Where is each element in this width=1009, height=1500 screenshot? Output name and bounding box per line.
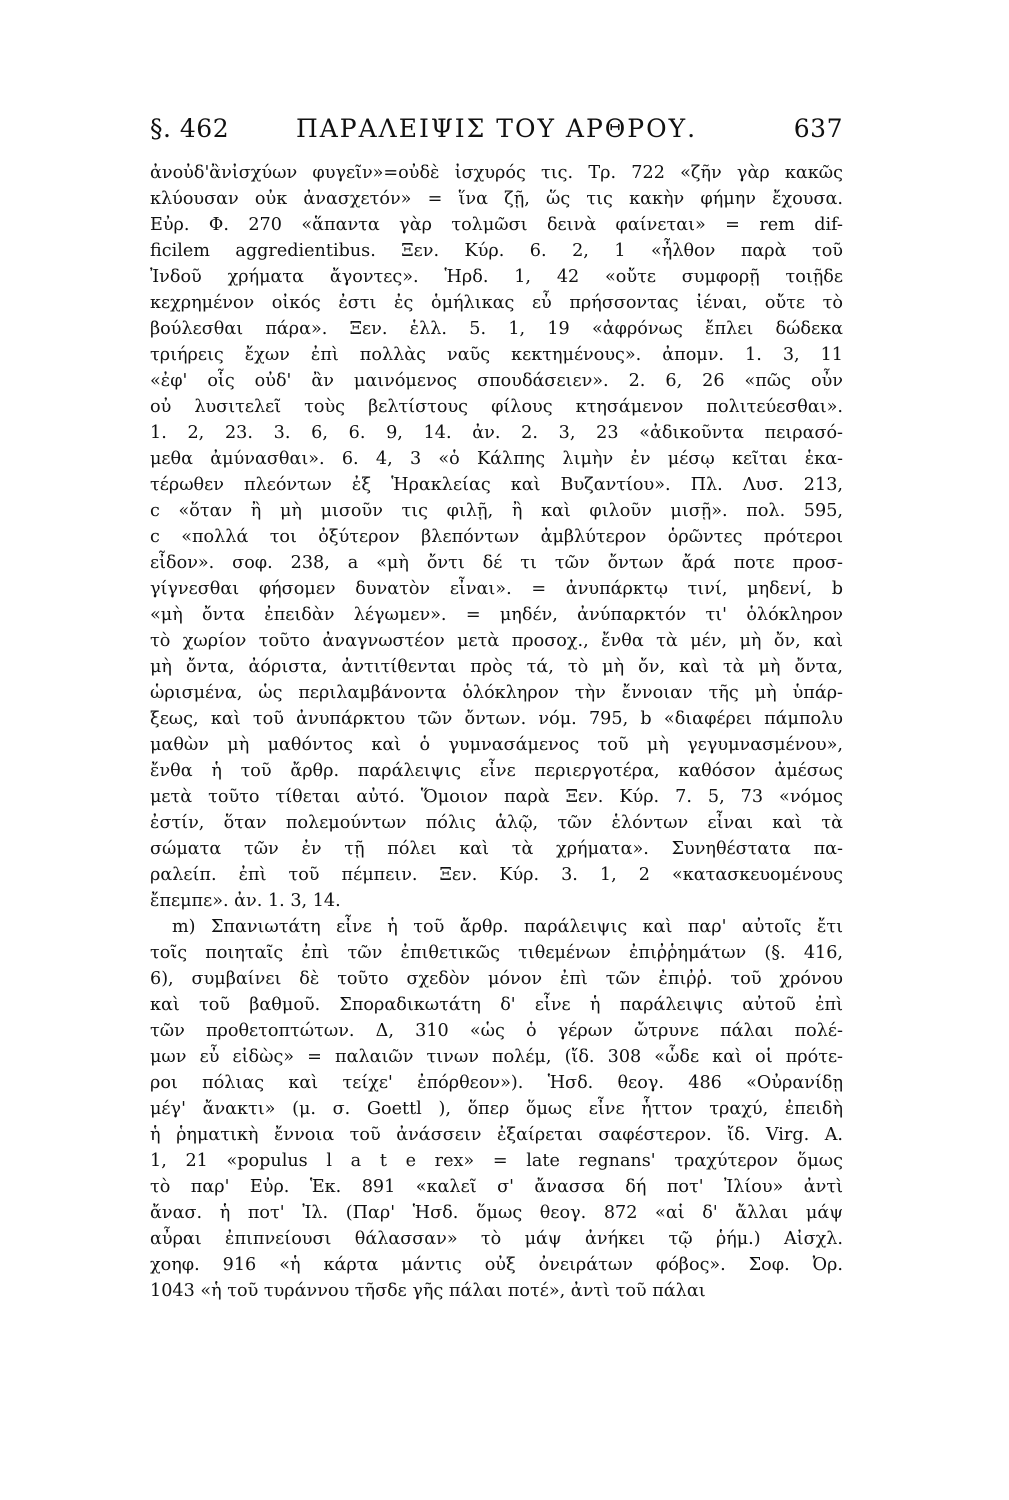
text-line: τριήρεις ἔχων ἐπὶ πολλὰς ναῦς κεκτημένους». ἀπομν. 1. 3, 11 xyxy=(150,345,843,365)
text-line: τῶν προθετοπτώτων. Δ, 310 «ὡς ὁ γέρων ὤτρυνε πάλαι πολέ- xyxy=(150,1021,843,1041)
text-line: τὸ παρ' Εὐρ. Ἑκ. 891 «καλεῖ σ' ἄνασσα δή ποτ' Ἰλίου» ἀντὶ xyxy=(150,1177,843,1197)
text-line: ὡρισμένα, ὡς περιλαμβάνοντα ὁλόκληρον τὴν ἔννοιαν τῆς μὴ ὑπάρ- xyxy=(150,683,843,703)
body-text xyxy=(150,160,843,1304)
text-line: χοηφ. 916 «ἡ κάρτα μάντις οὐξ ὀνειράτων φόβος». Σοφ. Ὀρ. xyxy=(150,1255,843,1275)
text-line: γίγνεσθαι φήσομεν δυνατὸν εἶναι». = ἀνυπάρκτῳ τινί, μηδενί, b xyxy=(150,579,843,599)
text-line: τὸ χωρίον τοῦτο ἀναγνωστέον μετὰ προσοχ., ἔνθα τὰ μέν, μὴ ὄν, καὶ xyxy=(150,631,843,651)
text-line: m) Σπανιωτάτη εἶνε ἡ τοῦ ἄρθρ. παράλειψις καὶ παρ' αὐτοῖς ἔτι xyxy=(172,917,843,937)
text-line: καὶ τοῦ βαθμοῦ. Σποραδικωτάτη δ' εἶνε ἡ παράλειψις αὐτοῦ ἐπὶ xyxy=(150,995,843,1015)
page-number: 637 xyxy=(793,114,843,143)
text-line: ἀνοὐδ'ἂνἰσχύων φυγεῖν»=οὐδὲ ἰσχυρός τις. Τρ. 722 «ζῆν γὰρ κακῶς xyxy=(150,163,843,183)
text-line: Ἰνδοῦ χρήματα ἄγοντες». Ἡρδ. 1, 42 «οὔτε συμφορῇ τοιῇδε xyxy=(150,267,843,287)
text-line: 1, 21 «populus l a t e rex» = late regnans' τραχύτερον ὅμως xyxy=(150,1151,843,1171)
text-line: σώματα τῶν ἐν τῇ πόλει καὶ τὰ χρήματα». Συνηθέστατα πα- xyxy=(150,839,843,859)
text-line: c «ὅταν ἢ μὴ μισοῦν τις φιλῇ, ἢ καὶ φιλοῦν μισῇ». πολ. 595, xyxy=(150,501,843,521)
text-line: μετὰ τοῦτο τίθεται αὐτό. Ὅμοιον παρὰ Ξεν. Κύρ. 7. 5, 73 «νόμος xyxy=(150,787,843,807)
text-line: κεχρημένον οἰκός ἐστι ἐς ὁμήλικας εὖ πρήσσοντας ἰέναι, οὔτε τὸ xyxy=(150,293,843,313)
text-line: ραλείπ. ἐπὶ τοῦ πέμπειν. Ξεν. Κύρ. 3. 1, 2 «κατασκευομένους xyxy=(150,865,843,885)
text-line: ἄνασ. ἡ ποτ' Ἰλ. (Παρ' Ἡσδ. ὅμως θεογ. 872 «αἱ δ' ἄλλαι μάψ xyxy=(150,1203,843,1223)
text-line: μέγ' ἄνακτι» (μ. σ. Goettl ), ὅπερ ὅμως εἶνε ἧττον τραχύ, ἐπειδὴ xyxy=(150,1099,843,1119)
text-line: μὴ ὄντα, ἀόριστα, ἀντιτίθενται πρὸς τά, τὸ μὴ ὄν, καὶ τὰ μὴ ὄντα, xyxy=(150,657,843,677)
text-line: «ἐφ' οἷς οὐδ' ἂν μαινόμενος σπουδάσειεν». 2. 6, 26 «πῶς οὖν xyxy=(150,371,843,391)
text-line: ficilem aggredientibus. Ξεν. Κύρ. 6. 2, 1 «ἦλθον παρὰ τοῦ xyxy=(150,241,843,261)
text-line: τοῖς ποιηταῖς ἐπὶ τῶν ἐπιθετικῶς τιθεμένων ἐπιῤῥημάτων (§. 416, xyxy=(150,943,843,963)
text-line: ἡ ῥηματικὴ ἔννοια τοῦ ἀνάσσειν ἐξαίρεται σαφέστερον. ἴδ. Virg. A. xyxy=(150,1125,843,1145)
text-line: Εὐρ. Φ. 270 «ἅπαντα γὰρ τολμῶσι δεινὰ φαίνεται» = rem dif- xyxy=(150,215,843,235)
text-line: c «πολλά τοι ὀξύτερον βλεπόντων ἀμβλύτερον ὁρῶντες πρότεροι xyxy=(150,527,843,547)
text-line: 6), συμβαίνει δὲ τοῦτο σχεδὸν μόνον ἐπὶ τῶν ἐπιῤῥ. τοῦ χρόνου xyxy=(150,969,843,989)
text-line: αὖραι ἐπιπνείουσι θάλασσαν» τὸ μάψ ἀνήκει τῷ ῥήμ.) Αἰσχλ. xyxy=(150,1229,843,1249)
section-number: §. 462 xyxy=(150,114,230,143)
text-line: 1043 «ἡ τοῦ τυράννου τῆσδε γῆς πάλαι ποτέ», ἀντὶ τοῦ πάλαι xyxy=(150,1281,706,1301)
text-line: μων εὖ εἰδὼς» = παλαιῶν τινων πολέμ, (ἴδ. 308 «ὧδε καὶ οἱ πρότε- xyxy=(150,1047,843,1067)
text-line: ἔπεμπε». ἀν. 1. 3, 14. xyxy=(150,891,341,911)
text-line: ροι πόλιας καὶ τείχε' ἐπόρθεον»). Ἡσδ. θεογ. 486 «Οὐρανίδῃ xyxy=(150,1073,843,1093)
text-line: εἶδον». σοφ. 238, a «μὴ ὄντι δέ τι τῶν ὄντων ἄρά ποτε προσ- xyxy=(150,553,843,573)
text-line: 1. 2, 23. 3. 6, 6. 9, 14. ἀν. 2. 3, 23 «ἀδικοῦντα πειρασό- xyxy=(150,423,843,443)
text-line: κλύουσαν οὐκ ἀνασχετόν» = ἵνα ζῇ, ὥς τις κακὴν φήμην ἔχουσα. xyxy=(150,189,843,209)
page-title: ΠΑΡΑΛΕΙΨΙΣ ΤΟΥ ΑΡΘΡΟΥ. xyxy=(295,114,698,143)
text-line: βούλεσθαι πάρα». Ξεν. ἑλλ. 5. 1, 19 «ἀφρόνως ἔπλει δώδεκα xyxy=(150,319,843,339)
text-line: «μὴ ὄντα ἐπειδὰν λέγωμεν». = μηδέν, ἀνύπαρκτόν τι' ὁλόκληρον xyxy=(150,605,843,625)
text-line: μεθα ἀμύνασθαι». 6. 4, 3 «ὁ Κάλπης λιμὴν ἐν μέσῳ κεῖται ἑκα- xyxy=(150,449,843,469)
text-line: ξεως, καὶ τοῦ ἀνυπάρκτου τῶν ὄντων. νόμ. 795, b «διαφέρει πάμπολυ xyxy=(150,709,843,729)
text-line: ἔνθα ἡ τοῦ ἄρθρ. παράλειψις εἶνε περιεργοτέρα, καθόσον ἀμέσως xyxy=(150,761,843,781)
text-line: μαθὼν μὴ μαθόντος καὶ ὁ γυμνασάμενος τοῦ μὴ γεγυμνασμένου», xyxy=(150,735,843,755)
text-line: ἐστίν, ὅταν πολεμούντων πόλις ἁλῷ, τῶν ἑλόντων εἶναι καὶ τὰ xyxy=(150,813,843,833)
text-line: οὐ λυσιτελεῖ τοὺς βελτίστους φίλους κτησάμενον πολιτεύεσθαι». xyxy=(150,397,843,417)
running-header xyxy=(150,114,843,148)
text-line: τέρωθεν πλεόντων ἐξ Ἡρακλείας καὶ Βυζαντίου». Πλ. Λυσ. 213, xyxy=(150,475,843,495)
